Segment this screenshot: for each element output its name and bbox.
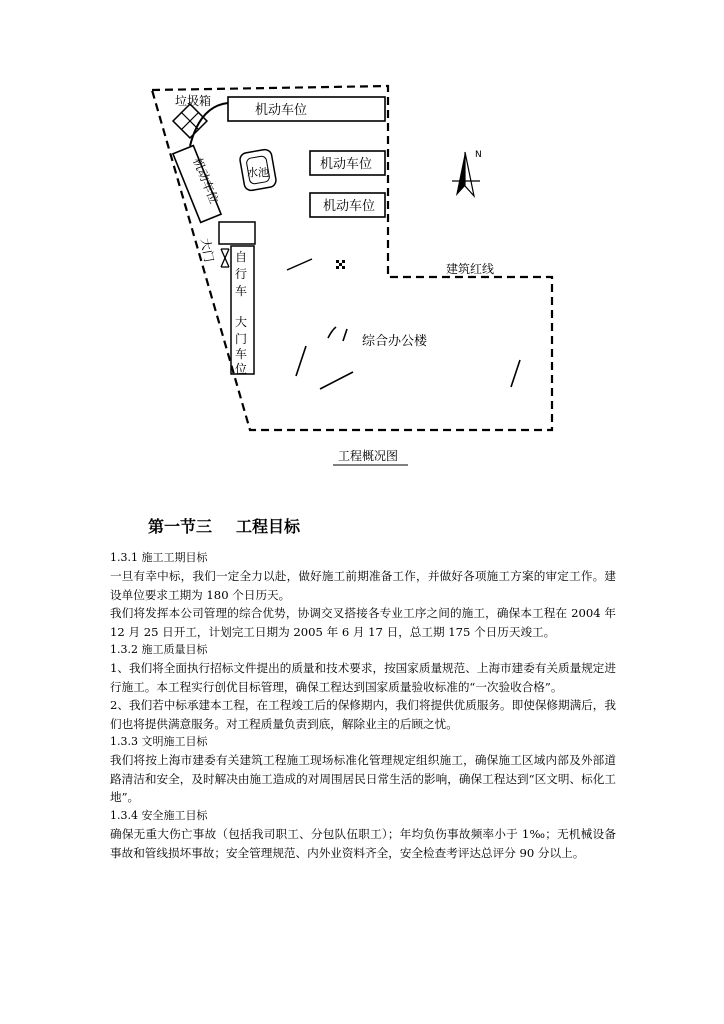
section-title [148, 514, 300, 537]
heading-civilized: 1.3.3 文明施工目标 [110, 735, 208, 749]
paragraph-safety: 确保无重大伤亡事故（包括我司职工、分包队伍职工）；年均负伤事故频率小于 1‰；无机械设备事故和管线损坏事故；安全管理规范、内外业资料齐全，安全检查考评达总评分 90 分以上。 [110, 827, 616, 860]
parking-top-label: 机动车位 [255, 103, 308, 118]
gate-label: 大门 [198, 237, 217, 264]
bike-parking-chars [235, 250, 247, 376]
gate-box [219, 222, 255, 244]
svg-text:车: 车 [235, 284, 248, 298]
svg-text:行: 行 [235, 267, 248, 281]
parking-mid-1-label: 机动车位 [320, 157, 373, 172]
paragraph-quality-1: 1、我们将全面执行招标文件提出的质量和技术要求，按国家质量规范、上海市建委有关质量规定进行施工。本工程实行创优目标管理，确保工程达到国家质量验收标准的“一次验收合格”。 [110, 661, 616, 694]
svg-text:门: 门 [235, 332, 248, 346]
survey-point-icon [336, 260, 345, 269]
heading-schedule: 1.3.1 施工工期目标 [110, 551, 208, 564]
paragraph-civilized: 我们将按上海市建委有关建筑工程施工现场标准化管理规定组织施工，确保施工区域内部及外部道路清洁和安全，及时解决由施工造成的对周围居民日常生活的影响，确保工程达到“区文明、标化工地”。 [110, 753, 616, 805]
bike-entry-icon [221, 249, 229, 267]
paragraph-quality-2: 2、我们若中标承建本工程，在工程竣工后的保修期内，我们将提供优质服务。即使保修期满后，我们也将提供满意服务。对工程质量负责到底，解除业主的后顾之忧。 [110, 698, 616, 731]
heading-quality: 1.3.2 施工质量目标 [110, 643, 208, 657]
parking-left-label: 机动车位 [190, 155, 222, 206]
trash-bin-label: 垃圾箱 [175, 94, 212, 108]
site-plan-diagram [0, 0, 724, 480]
section-heading: 工程目标 [236, 517, 301, 536]
paragraph-schedule-2: 我们将发挥本公司管理的综合优势，协调交叉搭接各专业工序之间的施工，确保本工程在 2004 年 12 月 25 日开工，计划完工日期为 2005 年 6 月 17 日，总工期 175 个日历天竣工。 [110, 606, 616, 639]
pool-label: 水池 [247, 166, 269, 179]
svg-text:车: 车 [235, 347, 248, 361]
svg-text:位: 位 [235, 362, 248, 376]
heading-safety: 1.3.4 安全施工目标 [110, 808, 208, 822]
paragraph-schedule-1: 一旦有幸中标，我们一定全力以赴，做好施工前期准备工作，并做好各项施工方案的审定工作。建设单位要求工期为 180 个日历天。 [110, 569, 616, 602]
trash-bin-icon [173, 104, 207, 138]
site-mark [287, 259, 312, 270]
svg-text:大: 大 [235, 315, 248, 329]
diagram-caption: 工程概况图 [338, 449, 399, 463]
north-label: N [475, 150, 482, 160]
office-building-label: 综合办公楼 [362, 334, 428, 349]
red-line-label: 建筑红线 [446, 262, 495, 276]
parking-mid-2-label: 机动车位 [323, 199, 376, 214]
body-content [110, 549, 616, 862]
svg-text:自: 自 [235, 250, 248, 264]
section-number: 第一节三 [148, 517, 213, 536]
